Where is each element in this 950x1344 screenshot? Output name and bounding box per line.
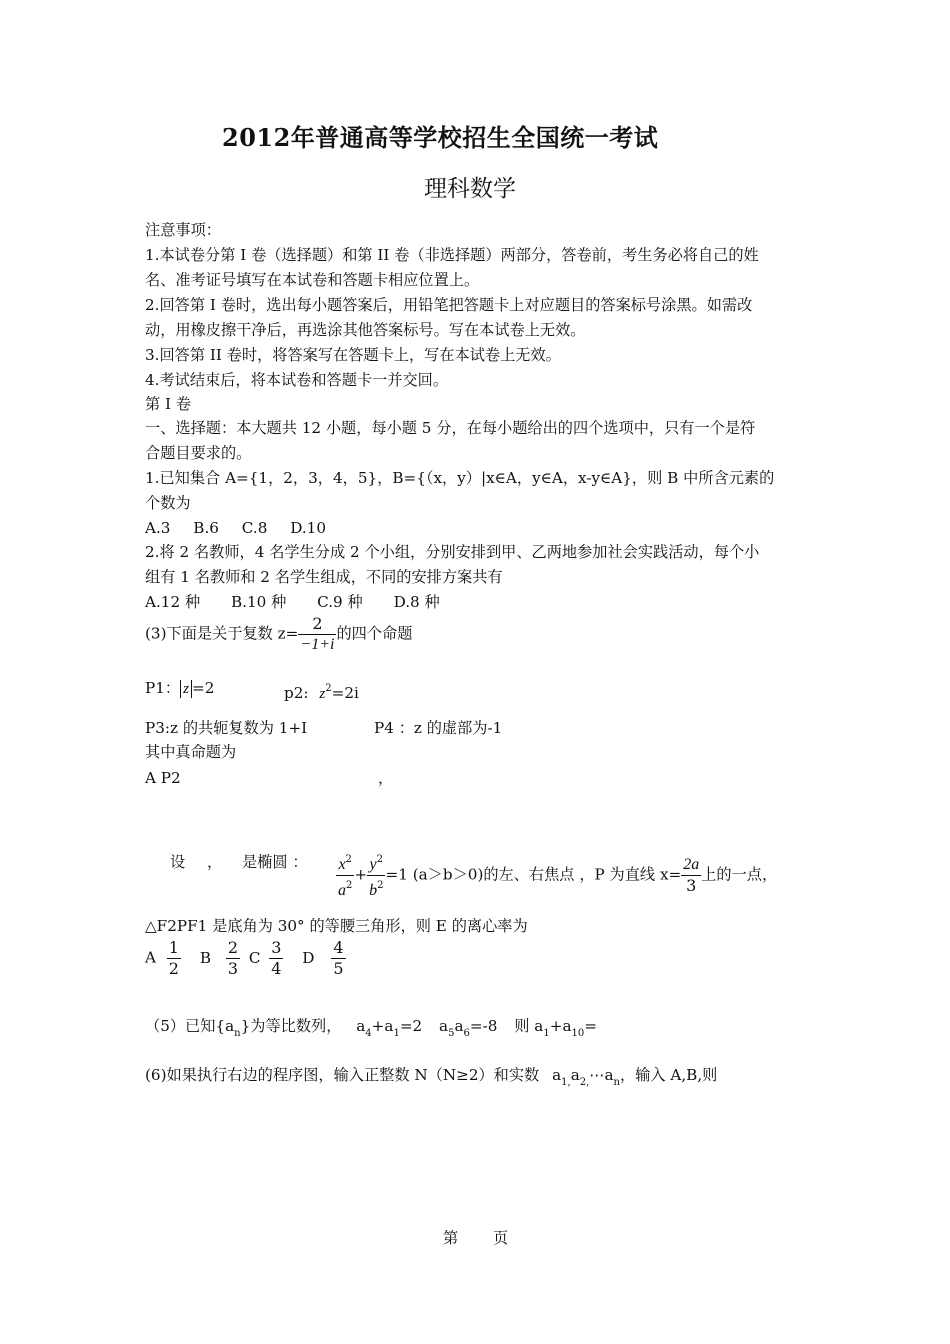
q4-end-text: 上的一点， bbox=[701, 865, 778, 884]
opt-d-den: 5 bbox=[333, 959, 344, 978]
q5-sub-5: 5 bbox=[448, 1028, 455, 1039]
q3-proposition-p1 bbox=[145, 676, 214, 701]
question-6 bbox=[145, 1063, 717, 1095]
footer-ye: 页 bbox=[493, 1229, 509, 1247]
opt-a-den: 2 bbox=[168, 959, 179, 978]
y-var: y bbox=[369, 856, 377, 873]
p2-var: z bbox=[319, 685, 326, 702]
q4-ellipse-equation bbox=[336, 850, 777, 901]
q5-a5: a bbox=[439, 1017, 449, 1035]
q2-option-c: C.9 种 bbox=[317, 593, 363, 611]
opt-b-num: 2 bbox=[227, 938, 238, 957]
q5-sub-4: 4 bbox=[365, 1028, 372, 1039]
q4-option-d-label: D bbox=[302, 948, 315, 967]
p2-value: =2i bbox=[331, 684, 359, 702]
p2-exp: 2 bbox=[325, 683, 332, 694]
q4-line-2: △F2PF1 是底角为 30° 的等腰三角形，则 E 的离心率为 bbox=[145, 917, 528, 935]
q4-x-fraction bbox=[336, 850, 354, 901]
q5-text-1: （5）已知{a bbox=[145, 1017, 235, 1035]
q6-sub-2: 2, bbox=[579, 1077, 590, 1088]
q4-y-fraction bbox=[367, 850, 385, 901]
q4-options bbox=[145, 938, 346, 979]
q5-sub-1b: 1 bbox=[543, 1028, 550, 1039]
volume-heading: 第 I 卷 bbox=[145, 395, 192, 413]
question-2-options bbox=[145, 590, 440, 615]
opt-b-den: 3 bbox=[227, 959, 238, 978]
p2-label: p2: bbox=[284, 684, 309, 702]
q1-option-a: A.3 bbox=[145, 519, 171, 537]
notice-heading: 注意事项： bbox=[145, 221, 221, 239]
opt-d-num: 4 bbox=[333, 938, 344, 957]
exam-title: 2012年普通高等学校招生全国统一考试 bbox=[222, 123, 659, 152]
line-frac-den: 3 bbox=[686, 876, 697, 895]
q3-proposition-p4: P4 ：z 的虚部为-1 bbox=[374, 719, 503, 737]
q5-sub-10: 10 bbox=[571, 1028, 585, 1039]
question-5 bbox=[145, 1014, 597, 1046]
q4-option-d-fraction bbox=[331, 938, 345, 979]
x-exp: 2 bbox=[345, 854, 352, 865]
q3-frac-denominator: −1+i bbox=[300, 636, 335, 653]
q2-option-d: D.8 种 bbox=[393, 593, 440, 611]
q4-ellipse-word: 是椭圆 ： bbox=[242, 853, 308, 871]
q6-sub-n: n bbox=[613, 1077, 620, 1088]
q3-frac-numerator: 2 bbox=[298, 614, 336, 635]
q5-then-a: 则 a bbox=[514, 1017, 544, 1035]
question-2-line-2: 组有 1 名教师和 2 名学生组成，不同的安排方案共有 bbox=[145, 568, 503, 586]
q4-option-c-label: C bbox=[248, 948, 261, 967]
q6-text-2: ，输入 A,B,则 bbox=[620, 1066, 718, 1084]
x-var: x bbox=[338, 856, 346, 873]
section-intro-line-1: 一、选择题：本大题共 12 小题，每小题 5 分，在每小题给出的四个选项中，只有一个是符 bbox=[145, 419, 756, 437]
q2-option-a: A.12 种 bbox=[145, 593, 201, 611]
q4-option-c-fraction bbox=[269, 938, 283, 979]
q6-a1: a bbox=[552, 1066, 562, 1084]
q6-dots-an: ⋯a bbox=[589, 1066, 614, 1084]
notice-item-1-line-1: 1.本试卷分第 I 卷（选择题）和第 II 卷（非选择题）两部分，答卷前，考生务必将自己的姓 bbox=[145, 246, 759, 264]
q5-plus-a10: +a bbox=[549, 1017, 572, 1035]
b-exp: 2 bbox=[377, 880, 384, 891]
y-exp: 2 bbox=[376, 854, 384, 865]
q3-comma: ， bbox=[378, 769, 394, 787]
q4-mid-text: =1 (a＞b＞0)的左、右焦点 ，P 为直线 x= bbox=[385, 865, 682, 884]
q5-sub-n: n bbox=[234, 1028, 241, 1039]
question-1-line-2: 个数为 bbox=[145, 494, 191, 512]
question-1-options bbox=[145, 516, 326, 541]
notice-item-2-line-2: 动，用橡皮擦干净后，再选涂其他答案标号。写在本试卷上无效。 bbox=[145, 321, 586, 339]
q5-text-2: }为等比数列， bbox=[240, 1017, 342, 1035]
q5-eq-2: =2 bbox=[399, 1017, 423, 1035]
footer-di: 第 bbox=[443, 1229, 459, 1247]
question-2-line-1: 2.将 2 名教师，4 名学生分成 2 个小组，分别安排到甲、乙两地参加社会实践活动，每个小 bbox=[145, 543, 760, 561]
p1-modulus: z bbox=[180, 680, 192, 698]
exam-subtitle: 理科数学 bbox=[424, 176, 516, 202]
q3-proposition-p2 bbox=[284, 676, 359, 706]
section-intro-line-2: 合题目要求的。 bbox=[145, 444, 252, 462]
q5-sub-6: 6 bbox=[463, 1028, 470, 1039]
q5-plus-a: +a bbox=[371, 1017, 394, 1035]
opt-a-num: 1 bbox=[168, 938, 179, 957]
q3-prefix: (3)下面是关于复数 z= bbox=[145, 624, 299, 643]
q4-line-fraction bbox=[681, 855, 701, 896]
q4-comma: ， bbox=[207, 853, 223, 871]
q6-text-1: (6)如果执行右边的程序图，输入正整数 N（N≥2）和实数 bbox=[145, 1066, 540, 1084]
q5-equals: = bbox=[584, 1017, 597, 1035]
q1-option-b: B.6 bbox=[193, 519, 219, 537]
q4-she: 设 bbox=[170, 853, 186, 871]
q4-option-a-fraction bbox=[167, 938, 181, 979]
b-var: b bbox=[369, 882, 378, 899]
q3-true-props: 其中真命题为 bbox=[145, 743, 237, 761]
notice-item-3: 3.回答第 II 卷时，将答案写在答题卡上，写在本试卷上无效。 bbox=[145, 346, 561, 364]
q3-proposition-p3: P3:z 的共轭复数为 1+I bbox=[145, 719, 308, 737]
notice-item-2-line-1: 2.回答第 I 卷时，选出每小题答案后，用铅笔把答题卡上对应题目的答案标号涂黑。如需改 bbox=[145, 296, 753, 314]
q3-fraction bbox=[298, 614, 336, 655]
p1-label: P1： bbox=[145, 679, 181, 697]
q1-option-d: D.10 bbox=[290, 519, 326, 537]
notice-item-4: 4.考试结束后，将本试卷和答题卡一并交回。 bbox=[145, 371, 449, 389]
q1-option-c: C.8 bbox=[241, 519, 268, 537]
q4-option-a-label: A bbox=[145, 948, 156, 967]
a-exp: 2 bbox=[346, 880, 353, 891]
q4-option-b-label: B bbox=[199, 948, 211, 967]
q6-sub-1: 1, bbox=[561, 1077, 571, 1088]
opt-c-den: 4 bbox=[271, 959, 282, 978]
q3-suffix: 的四个命题 bbox=[336, 624, 413, 643]
line-frac-num: 2a bbox=[681, 855, 701, 876]
a-var: a bbox=[338, 882, 346, 899]
plus-sign: + bbox=[354, 865, 368, 884]
opt-c-num: 3 bbox=[271, 938, 282, 957]
notice-item-1-line-2: 名、准考证号填写在本试卷和答题卡相应位置上。 bbox=[145, 271, 480, 289]
q5-sub-1: 1 bbox=[393, 1028, 400, 1039]
question-1-line-1: 1.已知集合 A={1，2，3，4，5}，B={（x，y）|x∈A，y∈A，x-y∈A}，则 B 中所含元素的 bbox=[145, 469, 775, 487]
q6-a2: a bbox=[570, 1066, 580, 1084]
q5-a: a bbox=[356, 1017, 366, 1035]
q4-option-b-fraction bbox=[226, 938, 240, 979]
question-3-stem bbox=[145, 614, 412, 655]
q3-answer: A P2 bbox=[145, 769, 181, 787]
q2-option-b: B.10 种 bbox=[230, 593, 287, 611]
q5-eq-neg8: =-8 bbox=[469, 1017, 498, 1035]
p1-value: =2 bbox=[192, 679, 215, 697]
q5-a6: a bbox=[454, 1017, 464, 1035]
